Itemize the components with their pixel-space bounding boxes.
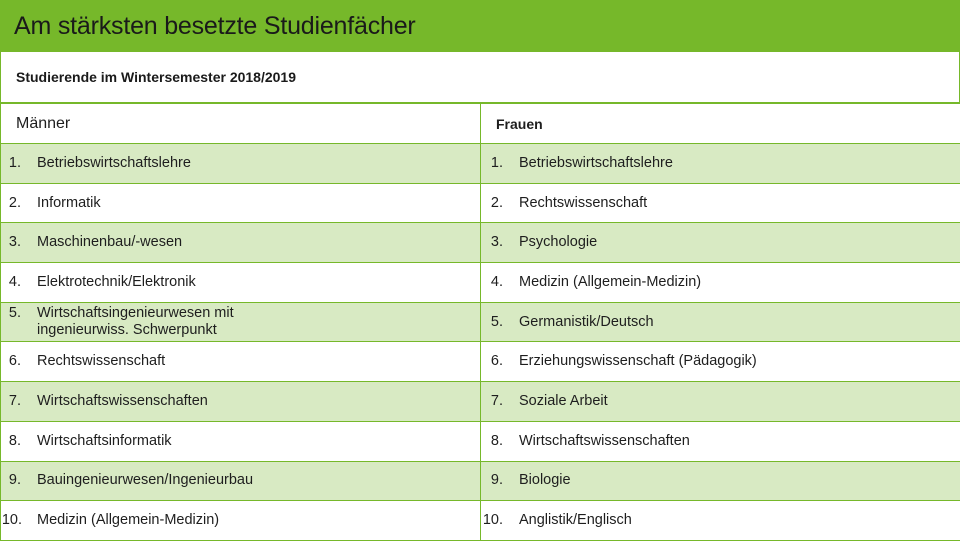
men-subject: Bauingenieurwesen/Ingenieurbau [37,472,480,489]
rank-number: 10. [1,512,37,529]
men-subject: Elektrotechnik/Elektronik [37,274,480,291]
women-subject: Betriebswirtschaftslehre [519,155,960,172]
rank-number: 1. [481,155,519,172]
men-subject: Betriebswirtschaftslehre [37,155,480,172]
men-subject [37,305,480,339]
rank-number: 4. [1,274,37,291]
page-title: Am stärksten besetzte Studienfächer [14,12,416,41]
table-row [1,144,960,184]
women-subject: Rechtswissenschaft [519,195,960,212]
men-subject: Wirtschaftswissenschaften [37,393,480,410]
table-row [1,382,960,422]
men-subject: Medizin (Allgemein-Medizin) [37,512,480,529]
women-subject: Psychologie [519,234,960,251]
rank-number: 9. [1,472,37,489]
rank-number: 6. [1,353,37,370]
table-row [1,461,960,501]
women-subject: Germanistik/Deutsch [519,314,960,331]
table-row [1,421,960,461]
table-row [1,501,960,541]
rank-number: 7. [1,393,37,410]
women-subject: Wirtschaftswissenschaften [519,433,960,450]
column-header-women: Frauen [481,104,960,144]
rank-number: 1. [1,155,37,172]
men-subject: Wirtschaftsinformatik [37,433,480,450]
women-subject: Biologie [519,472,960,489]
rank-number: 3. [481,234,519,251]
women-subject: Soziale Arbeit [519,393,960,410]
table-row [1,263,960,303]
rank-number: 8. [481,433,519,450]
page-subtitle: Studierende im Wintersemester 2018/2019 [16,69,296,85]
women-subject: Anglistik/Englisch [519,512,960,529]
table-row [1,223,960,263]
rank-number: 2. [1,195,37,212]
table-row [1,342,960,382]
women-subject: Erziehungswissenschaft (Pädagogik) [519,353,960,370]
men-subject-line-2: ingenieurwiss. Schwerpunkt [37,322,217,338]
women-subject: Medizin (Allgemein-Medizin) [519,274,960,291]
column-header-men: Männer [1,104,481,144]
rank-number: 10. [481,512,519,529]
table-row [1,183,960,223]
rank-number: 3. [1,234,37,251]
rank-number: 2. [481,195,519,212]
men-subject-line-1: Wirtschaftsingenieurwesen mit [37,305,234,321]
title-bar [0,0,960,52]
rank-number: 6. [481,353,519,370]
men-subject: Rechtswissenschaft [37,353,480,370]
table-row [1,302,960,342]
table-header-row [1,104,960,144]
rank-number: 4. [481,274,519,291]
rank-number: 5. [481,314,519,331]
rank-number: 8. [1,433,37,450]
men-subject: Informatik [37,195,480,212]
ranking-table [0,103,960,541]
subtitle-row [0,52,960,103]
men-subject: Maschinenbau/-wesen [37,234,480,251]
rank-number: 5. [1,305,37,322]
rank-number: 7. [481,393,519,410]
rank-number: 9. [481,472,519,489]
